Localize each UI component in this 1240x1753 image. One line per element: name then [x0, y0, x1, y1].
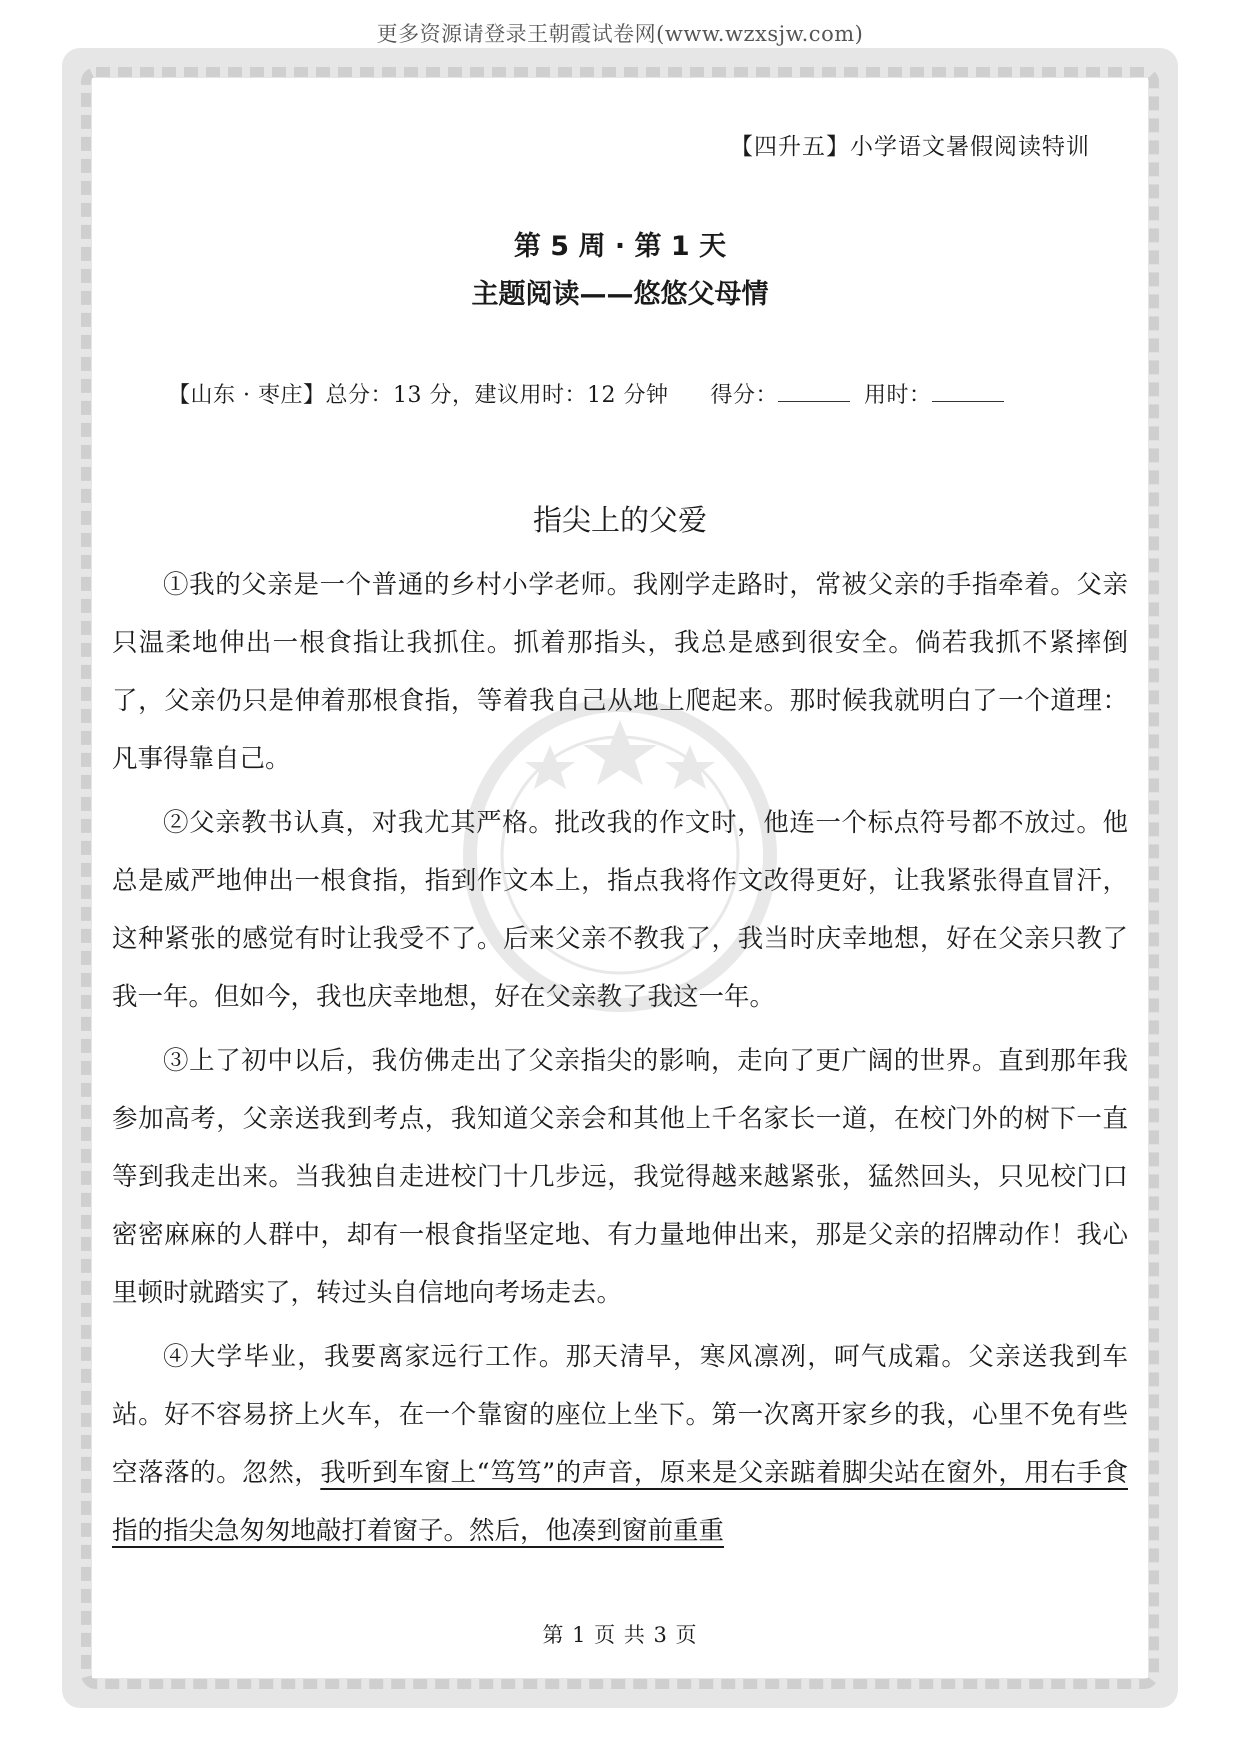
- total-score-label: 总分：13 分，: [325, 383, 475, 408]
- test-meta: [168, 378, 1004, 409]
- article-title: 指尖上的父爱: [532, 503, 707, 537]
- series-header: 【四升五】小学语文暑假阅读特训: [730, 134, 1090, 160]
- score-label: 得分：: [710, 383, 778, 408]
- paragraph-1: ①我的父亲是一个普通的乡村小学老师。我刚学走路时，常被父亲的手指牵着。父亲只温柔地伸出一根食指让我抓住。抓着那指头，我总是感到很安全。倘若我抓不紧摔倒了，父亲仍只是伸着那根食指，等着我自己从地上爬起来。那时候我就明白了一个道理：凡事得靠自己。: [112, 570, 1128, 774]
- region-label: 【山东 · 枣庄】: [168, 383, 326, 408]
- source-note: 更多资源请登录王朝霞试卷网(www.wzxsjw.com): [376, 22, 864, 46]
- score-blank[interactable]: [778, 383, 850, 402]
- article-body: [112, 556, 1128, 1566]
- paragraph-4-text: ④大学毕业，我要离家远行工作。那天清早，寒风凛冽，呵气成霜。父亲送我到车站。好不容易挤上火车，在一个靠窗的座位上坐下。第一次离开家乡的我，心里不免有些空落落的。忽然，: [112, 1342, 1128, 1488]
- paragraph-3: ③上了初中以后，我仿佛走出了父亲指尖的影响，走向了更广阔的世界。直到那年我参加高考，父亲送我到考点，我知道父亲会和其他上千名家长一道，在校门外的树下一直等到我走出来。当我独自走进校门十几步远，我觉得越来越紧张，猛然回头，只见校门口密密麻麻的人群中，却有一根食指坚定地、有力量地伸出来，那是父亲的招牌动作！我心里顿时就踏实了，转过头自信地向考场走去。: [112, 1046, 1128, 1308]
- paragraph-2: ②父亲教书认真，对我尤其严格。批改我的作文时，他连一个标点符号都不放过。他总是威严地伸出一根食指，指到作文本上，指点我将作文改得更好，让我紧张得直冒汗，这种紧张的感觉有时让我受不了。后来父亲不教我了，我当时庆幸地想，好在父亲只教了我一年。但如今，我也庆幸地想，好在父亲教了我这一年。: [112, 808, 1128, 1012]
- underlined-sentence: 我听到车窗上“笃笃”的声音，原来是父亲踮着脚尖站在窗外，用右手食指的指尖急匆匆地敲打着窗子。然后，他凑到窗前重重: [112, 1458, 1128, 1546]
- time-used-blank[interactable]: [932, 383, 1004, 402]
- worksheet-page: [92, 78, 1148, 1678]
- suggested-time-label: 建议用时：12 分钟: [474, 383, 669, 408]
- time-used-label: 用时：: [864, 383, 932, 408]
- lesson-week-day: 第 5 周 · 第 1 天: [513, 231, 727, 262]
- page-footer: 第 1 页 共 3 页: [542, 1623, 698, 1647]
- paragraph-4: [112, 1328, 1128, 1560]
- lesson-theme: 主题阅读——悠悠父母情: [471, 279, 769, 310]
